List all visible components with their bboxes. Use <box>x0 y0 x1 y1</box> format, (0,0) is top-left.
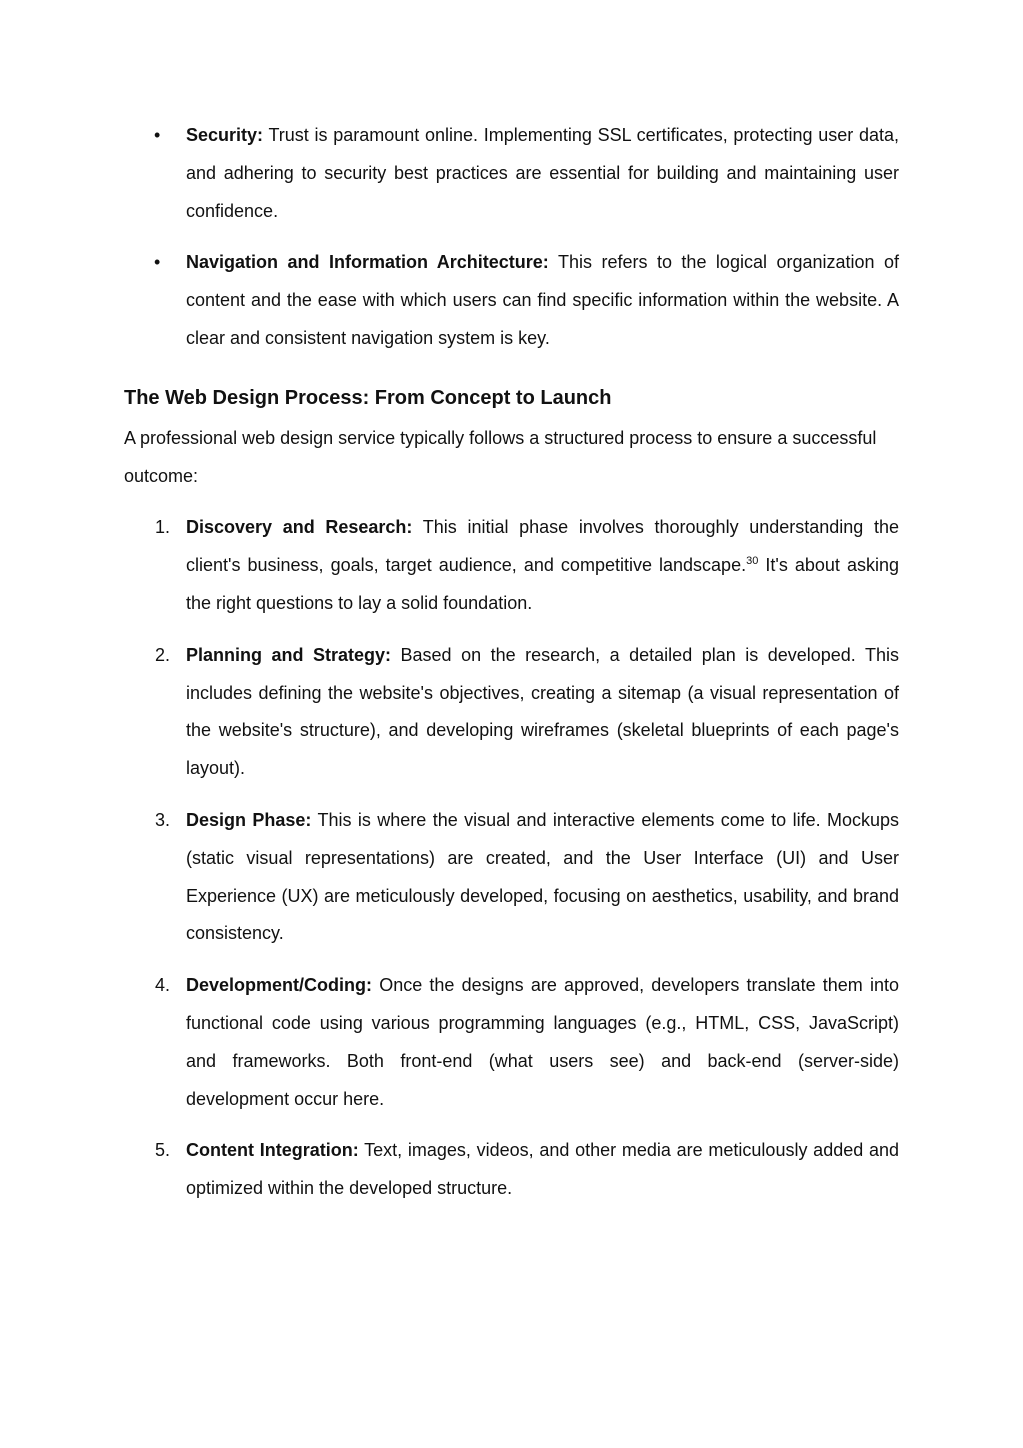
bullet-marker: • <box>154 125 161 145</box>
list-item-text: This is where the visual and interactive elements come to life. Mockups (static visual representations) are created, and the User Interface (UI) and User Experience (UX) are meticulously developed, focusing on aesthetics, usability, and brand consistency. <box>186 809 899 944</box>
list-item-text: Based on the research, a detailed plan is developed. This includes defining the website's objectives, creating a sitemap (a visual representation of the website's structure), and developing wireframes (skeletal blueprints of each page's layout). <box>186 644 899 779</box>
list-item-text: Text, images, videos, and other media are meticulously added and optimized within the developed structure. <box>186 1140 899 1199</box>
list-item <box>124 637 899 788</box>
list-item <box>124 117 899 230</box>
section-intro: A professional web design service typically follows a structured process to ensure a successful outcome: <box>124 427 877 486</box>
page-content <box>124 117 899 1222</box>
list-item-term: Discovery and Research: <box>186 517 413 538</box>
bullet-marker: • <box>154 252 161 273</box>
list-item <box>124 509 899 622</box>
list-item-term: Content Integration: <box>186 1140 359 1161</box>
list-number: 5. <box>154 1140 170 1161</box>
list-item-text: This initial phase involves thoroughly understanding the client's business, goals, target audience, and competitive landscape. <box>186 517 900 576</box>
list-item-term: Development/Coding: <box>186 975 373 996</box>
list-number: 4. <box>154 975 170 996</box>
list-number: 3. <box>154 809 170 830</box>
list-item-term: Planning and Strategy: <box>186 644 392 665</box>
footnote-reference: 30 <box>746 555 759 568</box>
list-item <box>124 244 899 357</box>
list-number: 1. <box>154 517 170 538</box>
list-item-text-continued: It's about asking the right questions to lay a solid foundation. <box>186 555 899 613</box>
numbered-list <box>124 509 899 1208</box>
list-item-text: This refers to the logical organization of content and the ease with which users can find specific information within the website. A clear and consistent navigation system is key. <box>186 252 900 348</box>
list-item-text: Once the designs are approved, developers translate them into functional code using various programming languages (e.g., HTML, CSS, JavaScript) and frameworks. Both front-end (what users see) and back-end (server-side) development occur here. <box>186 975 899 1109</box>
bullet-list <box>124 117 899 358</box>
list-item-term: Design Phase: <box>186 809 312 830</box>
list-item <box>124 802 899 953</box>
list-item-term: Navigation and Information Architecture: <box>186 252 549 273</box>
list-item <box>124 1132 899 1208</box>
section-heading: The Web Design Process: From Concept to Launch <box>124 386 612 409</box>
list-item <box>124 967 899 1118</box>
list-number: 2. <box>154 644 170 665</box>
list-item-text: Trust is paramount online. Implementing SSL certificates, protecting user data, and adhering to security best practices are essential for building and maintaining user confidence. <box>186 125 899 221</box>
list-item-term: Security: <box>186 125 264 145</box>
